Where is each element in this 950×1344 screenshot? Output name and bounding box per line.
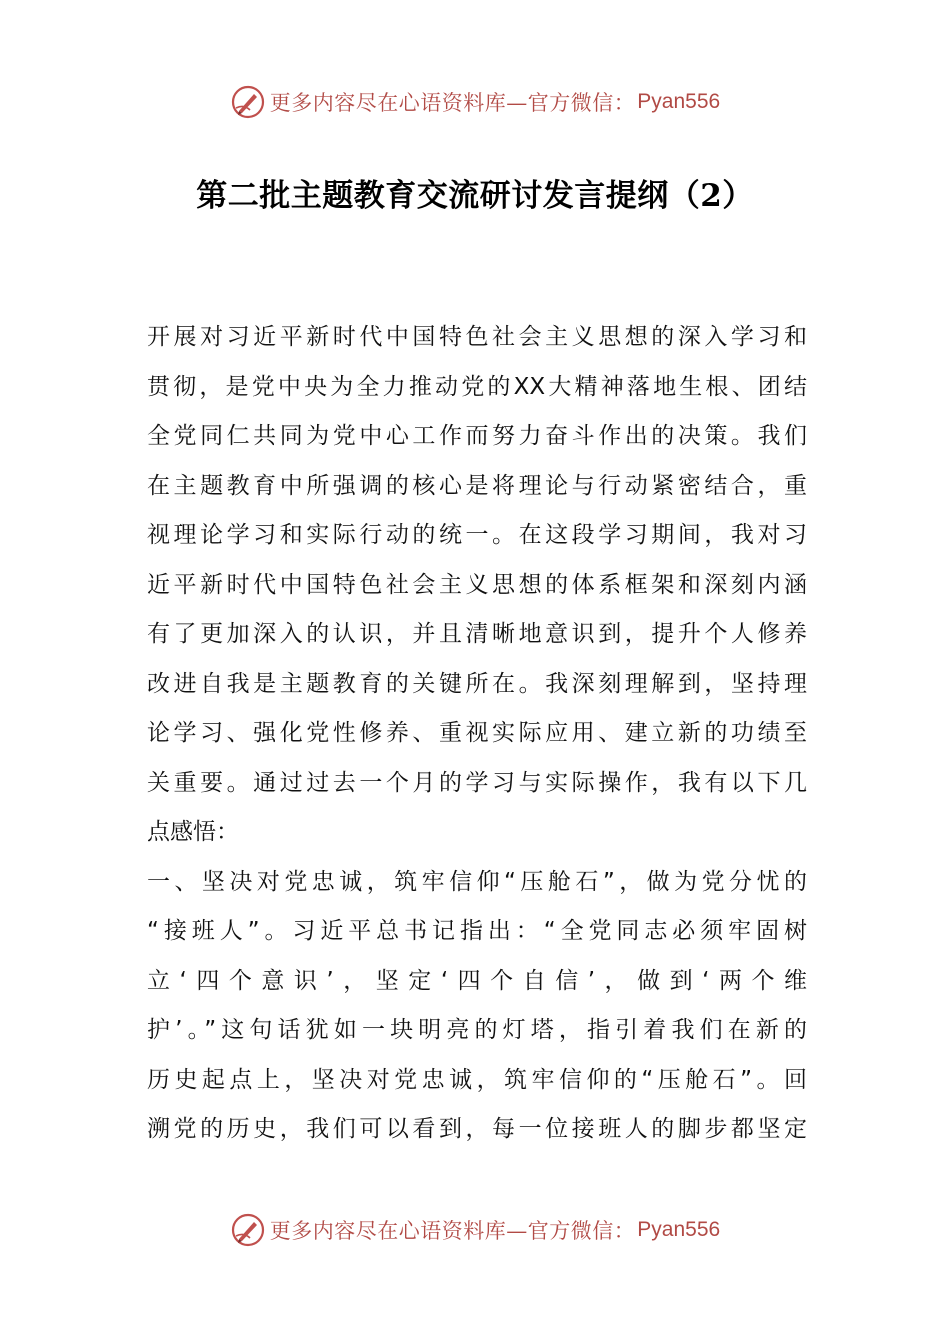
body-line: 论学习、强化党性修养、重视实际应用、建立新的功绩至 — [147, 720, 807, 746]
body-line: 贯彻，是党中央为全力推动党的XX大精神落地生根、团结 — [147, 373, 807, 400]
body-line: 改进自我是主题教育的关键所在。我深刻理解到，坚持理 — [147, 670, 807, 697]
body-line: 护’。”这句话犹如一块明亮的灯塔，指引着我们在新的 — [147, 1017, 807, 1043]
body-line: 立‘四个意识’，坚定‘四个自信’，做到‘两个维 — [147, 967, 807, 994]
document-body — [147, 313, 807, 1155]
body-line: 关重要。通过过去一个月的学习与实际操作，我有以下几 — [147, 769, 807, 796]
body-line: 近平新时代中国特色社会主义思想的体系框架和深刻内涵 — [147, 571, 807, 598]
body-line: “接班人”。习近平总书记指出：“全党同志必须牢固树 — [147, 918, 807, 944]
body-line: 历史起点上，坚决对党忠诚，筑牢信仰的“压舱石”。回 — [147, 1066, 807, 1093]
body-line: 全党同仁共同为党中心工作而努力奋斗作出的决策。我们 — [147, 423, 807, 449]
body-line: 有了更加深入的认识，并且清晰地意识到，提升个人修养 — [147, 621, 807, 647]
body-line: 一、坚决对党忠诚，筑牢信仰“压舱石”，做为党分忧的 — [147, 868, 807, 895]
pen-in-circle-logo-icon — [230, 84, 266, 120]
document-title: 第二批主题教育交流研讨发言提纲（2） — [196, 178, 754, 214]
watermark-text: 更多内容尽在心语资料库—官方微信： — [269, 1219, 636, 1243]
body-line: 在主题教育中所强调的核心是将理论与行动紧密结合，重 — [147, 472, 807, 499]
wechat-id: Pyan556 — [637, 1218, 721, 1241]
pen-in-circle-logo-icon — [230, 1212, 266, 1248]
header-watermark — [0, 82, 950, 122]
body-line: 溯党的历史，我们可以看到，每一位接班人的脚步都坚定 — [147, 1116, 807, 1142]
body-line: 视理论学习和实际行动的统一。在这段学习期间，我对习 — [147, 522, 807, 548]
body-line: 开展对习近平新时代中国特色社会主义思想的深入学习和 — [147, 324, 807, 350]
body-line: 点感悟： — [147, 819, 239, 845]
wechat-id: Pyan556 — [637, 90, 721, 113]
watermark-text: 更多内容尽在心语资料库—官方微信： — [269, 91, 636, 115]
footer-watermark — [0, 1210, 950, 1250]
